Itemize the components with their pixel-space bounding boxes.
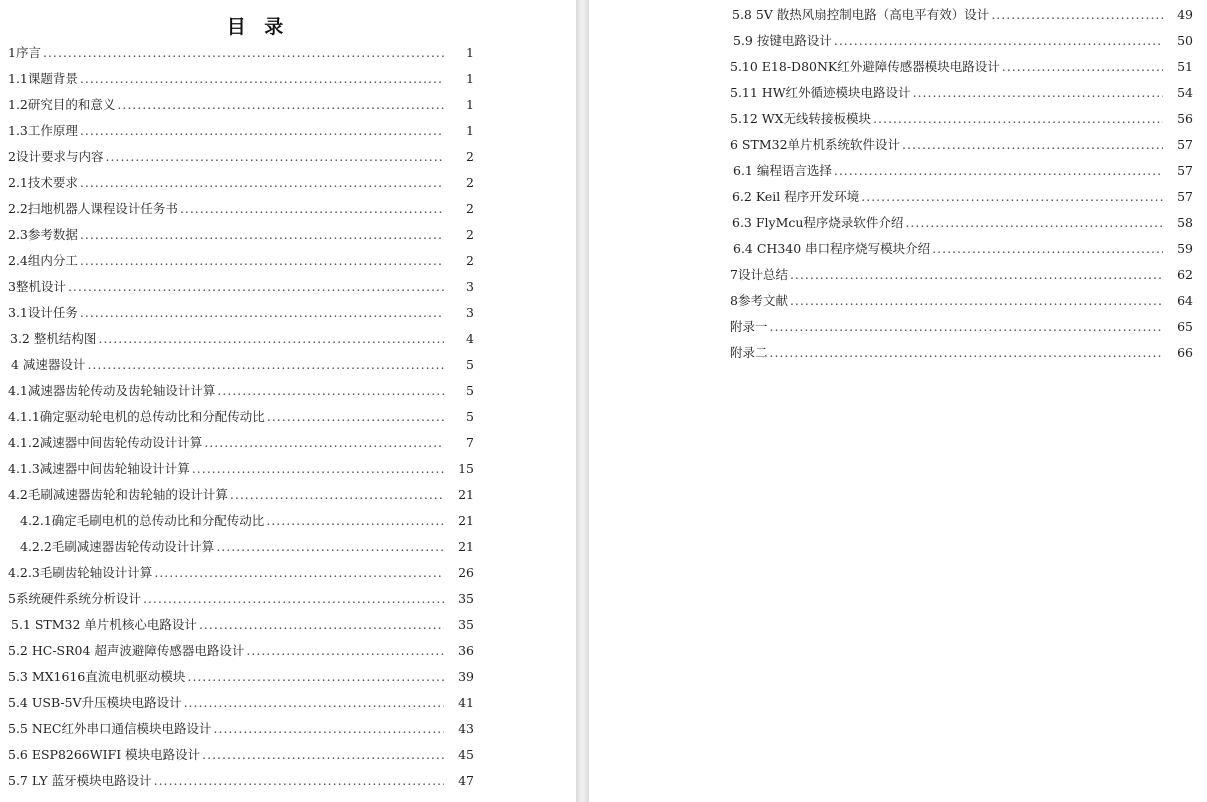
toc-entry[interactable] xyxy=(730,109,1193,129)
toc-leader-dots xyxy=(991,5,1163,25)
toc-entry-page: 50 xyxy=(1177,33,1193,48)
toc-entry[interactable] xyxy=(8,121,474,141)
toc-entry[interactable] xyxy=(8,147,474,167)
toc-entry-page: 39 xyxy=(458,669,474,684)
toc-entry[interactable] xyxy=(8,173,474,193)
toc-entry-label: 5.2 HC-SR04 超声波避障传感器电路设计 xyxy=(8,643,245,658)
toc-entry-label: 2.3参考数据 xyxy=(8,227,78,242)
toc-page-right xyxy=(589,0,1207,802)
toc-leader-dots xyxy=(913,83,1163,103)
toc-entry-label: 附录二 xyxy=(730,345,768,360)
toc-entry-label: 5.9 按键电路设计 xyxy=(733,33,832,48)
toc-entry-label: 4.2.1确定毛刷电机的总传动比和分配传动比 xyxy=(20,513,265,528)
toc-leader-dots xyxy=(43,43,444,63)
toc-entry[interactable] xyxy=(20,537,474,557)
toc-entry-page: 21 xyxy=(458,487,474,502)
toc-entry-label: 5.1 STM32 单片机核心电路设计 xyxy=(11,617,197,632)
toc-entry-label: 7设计总结 xyxy=(730,267,788,282)
toc-entry[interactable] xyxy=(8,459,474,479)
toc-entry-page: 65 xyxy=(1177,319,1193,334)
toc-leader-dots xyxy=(98,329,444,349)
toc-entry-page: 35 xyxy=(458,617,474,632)
toc-leader-dots xyxy=(199,615,444,635)
toc-entry-page: 49 xyxy=(1177,7,1193,22)
toc-entry-label: 6.4 CH340 串口程序烧写模块介绍 xyxy=(733,241,931,256)
toc-entry-label: 5.10 E18-D80NK红外避障传感器模块电路设计 xyxy=(730,59,1000,74)
toc-leader-dots xyxy=(80,251,444,271)
toc-entry[interactable] xyxy=(11,615,474,635)
toc-leader-dots xyxy=(80,173,444,193)
toc-entry-page: 1 xyxy=(466,71,474,86)
toc-leader-dots xyxy=(80,225,444,245)
toc-entry[interactable] xyxy=(733,161,1193,181)
toc-entry-label: 2设计要求与内容 xyxy=(8,149,104,164)
toc-entry[interactable] xyxy=(8,485,474,505)
toc-entry-label: 4.2.3毛刷齿轮轴设计计算 xyxy=(8,565,153,580)
toc-entry-label: 3.1设计任务 xyxy=(8,305,78,320)
toc-entry[interactable] xyxy=(732,213,1193,233)
toc-entry[interactable] xyxy=(11,355,474,375)
toc-entry-page: 5 xyxy=(466,357,474,372)
toc-entry-page: 2 xyxy=(466,175,474,190)
toc-leader-dots xyxy=(68,277,444,297)
toc-entry-label: 1序言 xyxy=(8,45,41,60)
toc-leader-dots xyxy=(230,485,444,505)
toc-entry[interactable] xyxy=(730,83,1193,103)
toc-entry[interactable] xyxy=(730,265,1193,285)
toc-entry[interactable] xyxy=(733,31,1193,51)
toc-entry-page: 4 xyxy=(466,331,474,346)
toc-leader-dots xyxy=(213,719,444,739)
toc-entry-label: 6 STM32单片机系统软件设计 xyxy=(730,137,901,152)
toc-leader-dots xyxy=(873,109,1163,129)
toc-entry[interactable] xyxy=(8,43,474,63)
toc-entry-page: 58 xyxy=(1177,215,1193,230)
toc-entry-label: 6.3 FlyMcu程序烧录软件介绍 xyxy=(732,215,904,230)
toc-entry-label: 5系统硬件系统分析设计 xyxy=(8,591,141,606)
toc-entry-page: 1 xyxy=(466,45,474,60)
toc-entry-label: 4.1.3减速器中间齿轮轴设计计算 xyxy=(8,461,190,476)
toc-page-left xyxy=(0,0,576,802)
toc-entry[interactable] xyxy=(8,433,474,453)
toc-leader-dots xyxy=(790,291,1163,311)
toc-entry-page: 2 xyxy=(466,201,474,216)
toc-entry[interactable] xyxy=(8,407,474,427)
toc-entry-page: 57 xyxy=(1177,189,1193,204)
toc-entry-page: 1 xyxy=(466,123,474,138)
toc-leader-dots xyxy=(180,199,444,219)
toc-entry-label: 6.1 编程语言选择 xyxy=(733,163,832,178)
toc-entry-label: 6.2 Keil 程序开发环境 xyxy=(732,189,860,204)
page-gutter xyxy=(576,0,589,802)
toc-entry[interactable] xyxy=(8,589,474,609)
toc-entry[interactable] xyxy=(730,291,1193,311)
toc-entry-page: 57 xyxy=(1177,137,1193,152)
toc-entry-label: 1.2研究目的和意义 xyxy=(8,97,116,112)
toc-entry[interactable] xyxy=(8,641,474,661)
toc-entry-page: 5 xyxy=(466,409,474,424)
toc-entry-label: 5.11 HW红外循迹模块电路设计 xyxy=(730,85,911,100)
toc-entry-label: 5.6 ESP8266WIFI 模块电路设计 xyxy=(8,747,201,762)
toc-entry-page: 43 xyxy=(458,721,474,736)
toc-entry[interactable] xyxy=(8,745,474,765)
toc-entry[interactable] xyxy=(8,199,474,219)
toc-leader-dots xyxy=(217,381,444,401)
toc-leader-dots xyxy=(932,239,1163,259)
toc-entry-page: 2 xyxy=(466,253,474,268)
toc-entry-label: 1.3工作原理 xyxy=(8,123,78,138)
toc-leader-dots xyxy=(80,121,444,141)
toc-entry-page: 51 xyxy=(1177,59,1193,74)
toc-leader-dots xyxy=(267,407,444,427)
toc-entry[interactable] xyxy=(20,511,474,531)
toc-entry-label: 5.12 WX无线转接板模块 xyxy=(730,111,872,126)
toc-leader-dots xyxy=(187,667,444,687)
toc-leader-dots xyxy=(143,589,444,609)
toc-entry[interactable] xyxy=(8,69,474,89)
toc-leader-dots xyxy=(117,95,444,115)
toc-entry-label: 4 减速器设计 xyxy=(11,357,86,372)
toc-entry[interactable] xyxy=(8,277,474,297)
toc-entry-label: 附录一 xyxy=(730,319,768,334)
toc-entry-page: 64 xyxy=(1177,293,1193,308)
toc-entry-label: 5.8 5V 散热风扇控制电路（高电平有效）设计 xyxy=(732,7,990,22)
toc-entry-label: 2.2扫地机器人课程设计任务书 xyxy=(8,201,178,216)
toc-entry-page: 41 xyxy=(458,695,474,710)
toc-entry-page: 21 xyxy=(458,539,474,554)
toc-entry[interactable] xyxy=(733,239,1193,259)
toc-entry-page: 2 xyxy=(466,227,474,242)
toc-leader-dots xyxy=(216,537,444,557)
toc-entry-page: 1 xyxy=(466,97,474,112)
toc-entry[interactable] xyxy=(8,95,474,115)
toc-entry[interactable] xyxy=(8,667,474,687)
toc-entry-page: 3 xyxy=(466,279,474,294)
toc-leader-dots xyxy=(770,317,1163,337)
toc-entry-page: 45 xyxy=(458,747,474,762)
toc-entry[interactable] xyxy=(730,317,1193,337)
toc-entry-label: 3整机设计 xyxy=(8,279,66,294)
toc-entry[interactable] xyxy=(8,303,474,323)
toc-entry[interactable] xyxy=(8,381,474,401)
toc-entry[interactable] xyxy=(730,57,1193,77)
toc-entry-label: 5.5 NEC红外串口通信模块电路设计 xyxy=(8,721,212,736)
toc-entry-label: 5.7 LY 蓝牙模块电路设计 xyxy=(8,773,152,788)
toc-entry-page: 26 xyxy=(458,565,474,580)
toc-entry-label: 3.2 整机结构图 xyxy=(10,331,97,346)
toc-leader-dots xyxy=(1002,57,1163,77)
toc-entry[interactable] xyxy=(8,563,474,583)
toc-leader-dots xyxy=(80,303,444,323)
toc-leader-dots xyxy=(266,511,444,531)
toc-entry-page: 47 xyxy=(458,773,474,788)
toc-leader-dots xyxy=(87,355,444,375)
toc-entry-label: 5.4 USB-5V升压模块电路设计 xyxy=(8,695,182,710)
toc-entry[interactable] xyxy=(8,225,474,245)
toc-entry-label: 4.2.2毛刷减速器齿轮传动设计计算 xyxy=(20,539,215,554)
toc-leader-dots xyxy=(154,563,444,583)
toc-entry-page: 15 xyxy=(458,461,474,476)
toc-entry[interactable] xyxy=(732,187,1193,207)
toc-entry-label: 5.3 MX1616直流电机驱动模块 xyxy=(8,669,186,684)
toc-entry[interactable] xyxy=(10,329,474,349)
toc-leader-dots xyxy=(105,147,444,167)
toc-entry-page: 57 xyxy=(1177,163,1193,178)
toc-entry[interactable] xyxy=(730,343,1193,363)
toc-leader-dots xyxy=(184,693,444,713)
toc-leader-dots xyxy=(834,31,1163,51)
toc-entry-page: 2 xyxy=(466,149,474,164)
toc-entry[interactable] xyxy=(732,5,1193,25)
toc-leader-dots xyxy=(905,213,1163,233)
toc-entry-label: 4.2毛刷减速器齿轮和齿轮轴的设计计算 xyxy=(8,487,228,502)
toc-leader-dots xyxy=(192,459,444,479)
toc-leader-dots xyxy=(154,771,444,791)
toc-leader-dots xyxy=(834,161,1163,181)
toc-entry-label: 1.1课题背景 xyxy=(8,71,78,86)
toc-entry-page: 54 xyxy=(1177,85,1193,100)
toc-entry-page: 36 xyxy=(458,643,474,658)
toc-entry-label: 2.4组内分工 xyxy=(8,253,78,268)
toc-entry-page: 21 xyxy=(458,513,474,528)
toc-leader-dots xyxy=(202,745,444,765)
toc-entry-page: 35 xyxy=(458,591,474,606)
toc-entry-label: 4.1.2减速器中间齿轮传动设计计算 xyxy=(8,435,203,450)
toc-entry-page: 66 xyxy=(1177,345,1193,360)
toc-entry-page: 5 xyxy=(466,383,474,398)
toc-leader-dots xyxy=(204,433,444,453)
toc-entry-page: 3 xyxy=(466,305,474,320)
toc-leader-dots xyxy=(902,135,1163,155)
toc-leader-dots xyxy=(861,187,1163,207)
toc-title: 目 录 xyxy=(226,16,290,38)
toc-entry-page: 7 xyxy=(466,435,474,450)
toc-entry-label: 4.1减速器齿轮传动及齿轮轴设计计算 xyxy=(8,383,216,398)
toc-entry[interactable] xyxy=(8,719,474,739)
toc-entry-label: 8参考文献 xyxy=(730,293,788,308)
toc-leader-dots xyxy=(80,69,444,89)
toc-entry-label: 4.1.1确定驱动轮电机的总传动比和分配传动比 xyxy=(8,409,265,424)
toc-entry-page: 59 xyxy=(1177,241,1193,256)
toc-entry[interactable] xyxy=(8,693,474,713)
toc-entry[interactable] xyxy=(730,135,1193,155)
toc-entry[interactable] xyxy=(8,251,474,271)
toc-leader-dots xyxy=(246,641,444,661)
toc-leader-dots xyxy=(790,265,1163,285)
toc-leader-dots xyxy=(770,343,1163,363)
toc-entry-label: 2.1技术要求 xyxy=(8,175,78,190)
toc-entry-page: 62 xyxy=(1177,267,1193,282)
toc-entry[interactable] xyxy=(8,771,474,791)
toc-entry-page: 56 xyxy=(1177,111,1193,126)
